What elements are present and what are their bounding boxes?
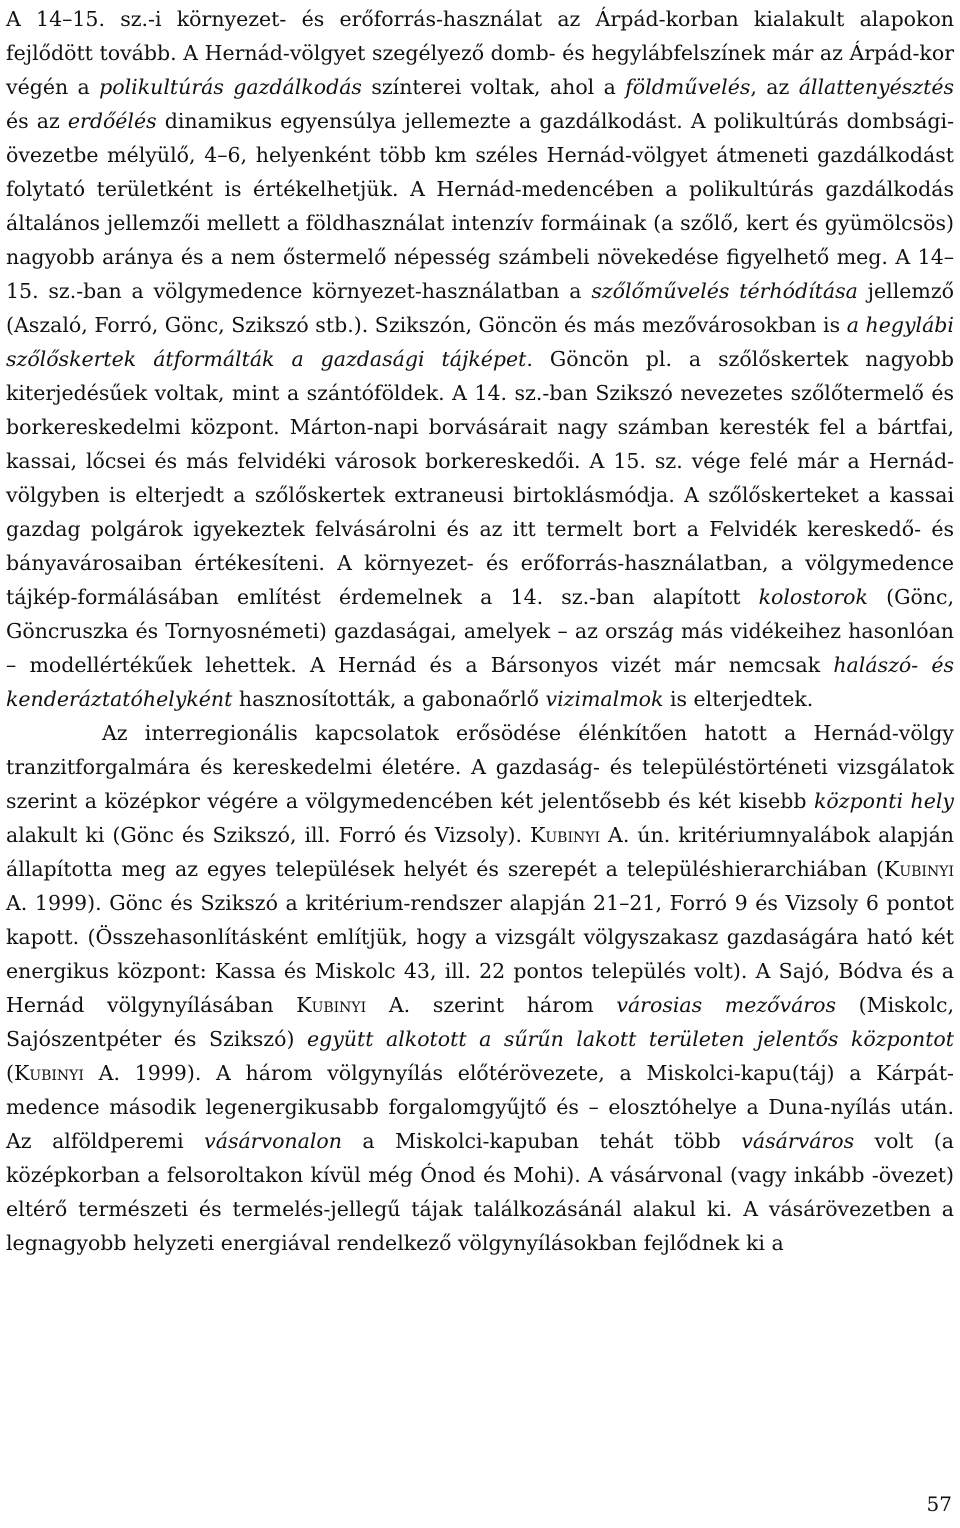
- italic-text: kolostorok: [758, 585, 868, 609]
- text-run: is elterjedtek.: [663, 687, 814, 711]
- text-run: dinamikus egyensúlya jellemezte a gazdálkodást. A polikultúrás dombsági-övezetbe mélyülő, 4–6, helyenként több km széles Hernád-völgyet átmeneti gazdálkodást folytató területként is értékelhetjük. A Hernád-medencében a polikultúrás gazdálkodás általános jellemzői mellett a földhasználat intenzív formáinak (a szőlő, kert és gyümölcsös) nagyobb aránya és a nem őstermelő népesség számbeli növekedése figyelhető meg. A 14–15. sz.-ban a völgymedence környezet-használatban a: [6, 109, 954, 303]
- text-run: (Gönc, Göncruszka és Tornyosnémeti) gazdaságai, amelyek – az ország más vidékeihez hasonlóan – modellértékűek lehettek. A Hernád és a Bársonyos vizét már nemcsak: [6, 585, 954, 677]
- paragraph-environment-resource-use: [6, 2, 954, 716]
- text-run: és az: [6, 109, 68, 133]
- text-run: Az interregionális kapcsolatok erősödése élénkítően hatott a Hernád-völgy tranzitforgalmára és kereskedelmi életére. A gazdaság- és településtörténeti vizsgálatok szerint a középkor végére a völgymedencében két jelentősebb és két kisebb: [6, 721, 954, 813]
- italic-text: halászó- és kenderáztatóhelyként: [6, 653, 954, 711]
- italic-text: együtt alkotott a sűrűn lakott területen jelentős központot: [306, 1027, 955, 1051]
- text-run: jellemző (Aszaló, Forró, Gönc, Szikszó stb.). Szikszón, Göncön és más mezővárosokban is: [6, 279, 954, 337]
- italic-text: vásárváros: [741, 1129, 855, 1153]
- italic-text: polikultúrás gazdálkodás: [99, 75, 362, 99]
- text-run: színterei voltak, ahol a: [361, 75, 626, 99]
- text-run: alakult ki (Gönc és Szikszó, ill. Forró és Vizsoly).: [6, 823, 531, 847]
- italic-text: városias mezőváros: [616, 993, 836, 1017]
- author-name: Kubinyi: [884, 857, 954, 881]
- text-run: volt (a középkorban a felsoroltakon kívül még Ónod és Mohi). A vásárvonal (vagy inkább -övezet) eltérő természeti és termelés-jellegű tájak találkozásánál alakul ki. A vásárövezetben a legnagyobb helyzeti energiával rendelkező völgynyílásokban fejlődnek ki a: [6, 1129, 954, 1255]
- text-run: A. szerint három: [366, 993, 617, 1017]
- italic-text: állattenyésztés: [798, 75, 954, 99]
- italic-text: vásárvonalon: [204, 1129, 342, 1153]
- italic-text: vizimalmok: [545, 687, 664, 711]
- author-name: Kubinyi: [14, 1061, 84, 1085]
- text-run: a Miskolci-kapuban tehát több: [341, 1129, 742, 1153]
- text-run: (Miskolc, Sajószentpéter és Szikszó): [6, 993, 954, 1051]
- text-run: hasznosították, a gabonaőrlő: [232, 687, 546, 711]
- italic-text: a hegylábi szőlőskertek átformálták a gazdasági tájképet: [6, 313, 954, 371]
- italic-text: központi hely: [813, 789, 954, 813]
- italic-text: földművelés: [625, 75, 751, 99]
- italic-text: szőlőművelés térhódítása: [591, 279, 858, 303]
- italic-text: erdőélés: [67, 109, 157, 133]
- document-body: [6, 2, 954, 1260]
- author-name: Kubinyi: [296, 993, 367, 1017]
- text-run: . Göncön pl. a szőlőskertek nagyobb kiterjedésűek voltak, mint a szántóföldek. A 14. sz.-ban Szikszó nevezetes szőlőtermelő és borkereskedelmi központ. Márton-napi borvásárait nagy számban keresték fel a bártfai, kassai, lőcsei és más felvidéki városok borkereskedői. A 15. sz. vége felé már a Hernád-völgyben is elterjedt a szőlőskertek extraneusi birtoklásmódja. A szőlőskerteket a kassai gazdag polgárok igyekeztek felvásárolni és az itt termelt bort a Felvidék kereskedő- és bányavárosaiban értékesíteni. A környezet- és erőforrás-használatban, a völgymedence tájkép-formálásában említést érdemelnek a 14. sz.-ban alapított: [6, 347, 955, 609]
- text-run: A. 1999). Gönc és Szikszó a kritérium-rendszer alapján 21–21, Forró 9 és Vizsoly 6 pontot kapott. (Összehasonlításként említjük, hogy a vizsgált völgyszakasz gazdaságára ható két energikus központ: Kassa és Miskolc 43, ill. 22 pontos település volt). A Sajó, Bódva és a Hernád völgynyílásában: [6, 891, 954, 1017]
- text-run: A 14–15. sz.-i környezet- és erőforrás-használat az Árpád-korban kialakult alapokon fejlődött tovább. A Hernád-völgyet szegélyező domb- és hegylábfelszínek már az Árpád-kor végén a: [6, 7, 954, 99]
- paragraph-interregional-connections: [6, 716, 954, 1260]
- text-run: (: [6, 1061, 14, 1085]
- page-number: 57: [926, 1492, 952, 1516]
- text-run: A. ún. kritériumnyalábok alapján állapította meg az egyes települések helyét és szerepét a településhierarchiában (: [6, 823, 955, 881]
- text-run: , az: [750, 75, 799, 99]
- text-run: A. 1999). A három völgynyílás előtérövezete, a Miskolci-kapu(táj) a Kárpát-medence második legenergikusabb forgalomgyűjtő és – elosztóhelye a Duna-nyílás után. Az alföldperemi: [6, 1061, 954, 1153]
- author-name: Kubinyi: [530, 823, 601, 847]
